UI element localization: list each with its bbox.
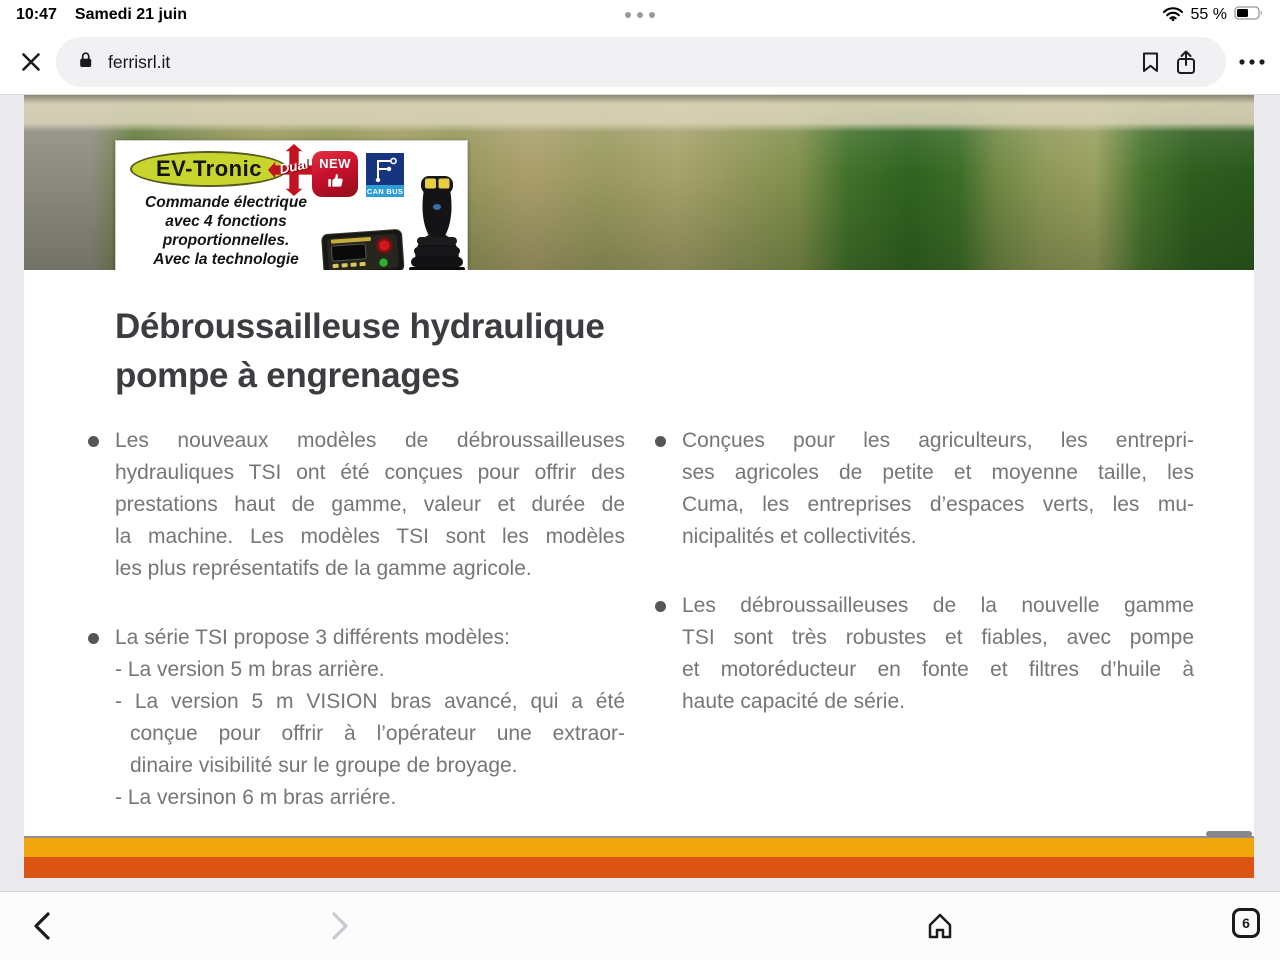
chevron-left-icon <box>29 911 55 941</box>
lock-icon <box>78 51 93 73</box>
bullet-dot-icon <box>88 436 99 447</box>
bullet-item <box>655 425 1195 553</box>
dual-badge-text: Dual <box>278 156 310 177</box>
ev-tronic-logo-text: EV-Tronic <box>130 151 288 187</box>
wifi-icon <box>1162 5 1184 26</box>
more-icon <box>1238 58 1266 66</box>
forward-button[interactable] <box>320 906 360 946</box>
model-version-3: - La versinon 6 m bras arriére. <box>115 786 397 809</box>
banner-photo <box>24 95 1254 270</box>
left-column <box>88 425 625 851</box>
canbus-badge-text: CAN BUS <box>366 186 404 196</box>
page-title: Débroussailleuse hydraulique pompe à engrenages <box>115 307 605 395</box>
thumbs-up-icon <box>325 171 345 189</box>
joystick-image <box>408 175 466 277</box>
share-icon <box>1174 49 1198 76</box>
address-bar[interactable] <box>56 37 1226 87</box>
multitask-dots-icon <box>625 12 655 18</box>
promo-caption: Commande électrique avec 4 fonctions proportionnelles. Avec la technologie <box>145 194 307 268</box>
scrollbar-indicator[interactable] <box>1206 831 1252 837</box>
url-text: ferrisrl.it <box>108 51 171 72</box>
browser-toolbar <box>0 30 1280 95</box>
bullet-text: Conçues pour les agriculteurs, les entrepri- ses agricoles de petite et moyenne taille, les Cuma, les entreprises d’espaces verts, les mu- nicipalités et collectivités. <box>682 429 1194 548</box>
model-version-1: - La version 5 m bras arrière. <box>115 658 385 681</box>
model-version-2: - La version 5 m VISION bras avancé, qui a été conçue pour offrir à l’opérateur une extraor- dinaire visibilité sur le groupe de broyage. <box>115 690 625 777</box>
bullet-text <box>115 622 625 814</box>
close-tab-button[interactable] <box>14 45 48 79</box>
ev-tronic-logo <box>130 147 326 193</box>
bullet-text: Les débroussailleuses de la nouvelle gamme TSI sont très robustes et fiables, avec pompe et motoréducteur en fonte et filtres d’huile à haute capacité de série. <box>682 594 1194 713</box>
back-button[interactable] <box>22 906 62 946</box>
new-badge <box>312 151 358 197</box>
footer-orange-bar <box>24 857 1254 878</box>
promo-box <box>115 140 468 271</box>
bottom-nav-bar <box>0 891 1280 960</box>
article-body <box>24 270 1254 836</box>
bullet-dot-icon <box>655 601 666 612</box>
models-intro: La série TSI propose 3 différents modèles: <box>115 626 510 649</box>
status-time: 10:47 <box>16 6 57 23</box>
bullet-item <box>88 425 625 585</box>
status-bar <box>0 0 1280 30</box>
canbus-badge <box>366 153 404 197</box>
tab-switcher-button[interactable] <box>1232 908 1260 938</box>
close-icon <box>20 51 42 73</box>
content-card <box>24 95 1254 878</box>
bullet-item <box>655 590 1195 718</box>
home-button[interactable] <box>920 906 960 946</box>
battery-percent: 55 % <box>1190 6 1227 23</box>
bullet-dot-icon <box>88 633 99 644</box>
tab-count: 6 <box>1242 915 1250 931</box>
bullet-text: Les nouveaux modèles de débroussailleuses hydrauliques TSI ont été conçues pour offrir des prestations haut de gamme, valeur et durée de la machine. Les modèles TSI sont les modèles les plus représentatifs de la gamme agricole. <box>115 429 625 580</box>
circuit-icon <box>366 153 404 183</box>
status-date: Samedi 21 juin <box>74 6 187 23</box>
bookmark-button[interactable] <box>1132 44 1168 80</box>
bullet-dot-icon <box>655 436 666 447</box>
new-badge-text: NEW <box>319 156 351 171</box>
bullet-item <box>88 622 625 814</box>
bookmark-icon <box>1140 50 1161 74</box>
home-icon <box>924 910 956 942</box>
right-column <box>655 425 1195 851</box>
share-button[interactable] <box>1168 44 1204 80</box>
web-page <box>0 95 1280 891</box>
chevron-right-icon <box>327 911 353 941</box>
browser-menu-button[interactable] <box>1232 44 1272 80</box>
battery-icon <box>1234 6 1264 25</box>
